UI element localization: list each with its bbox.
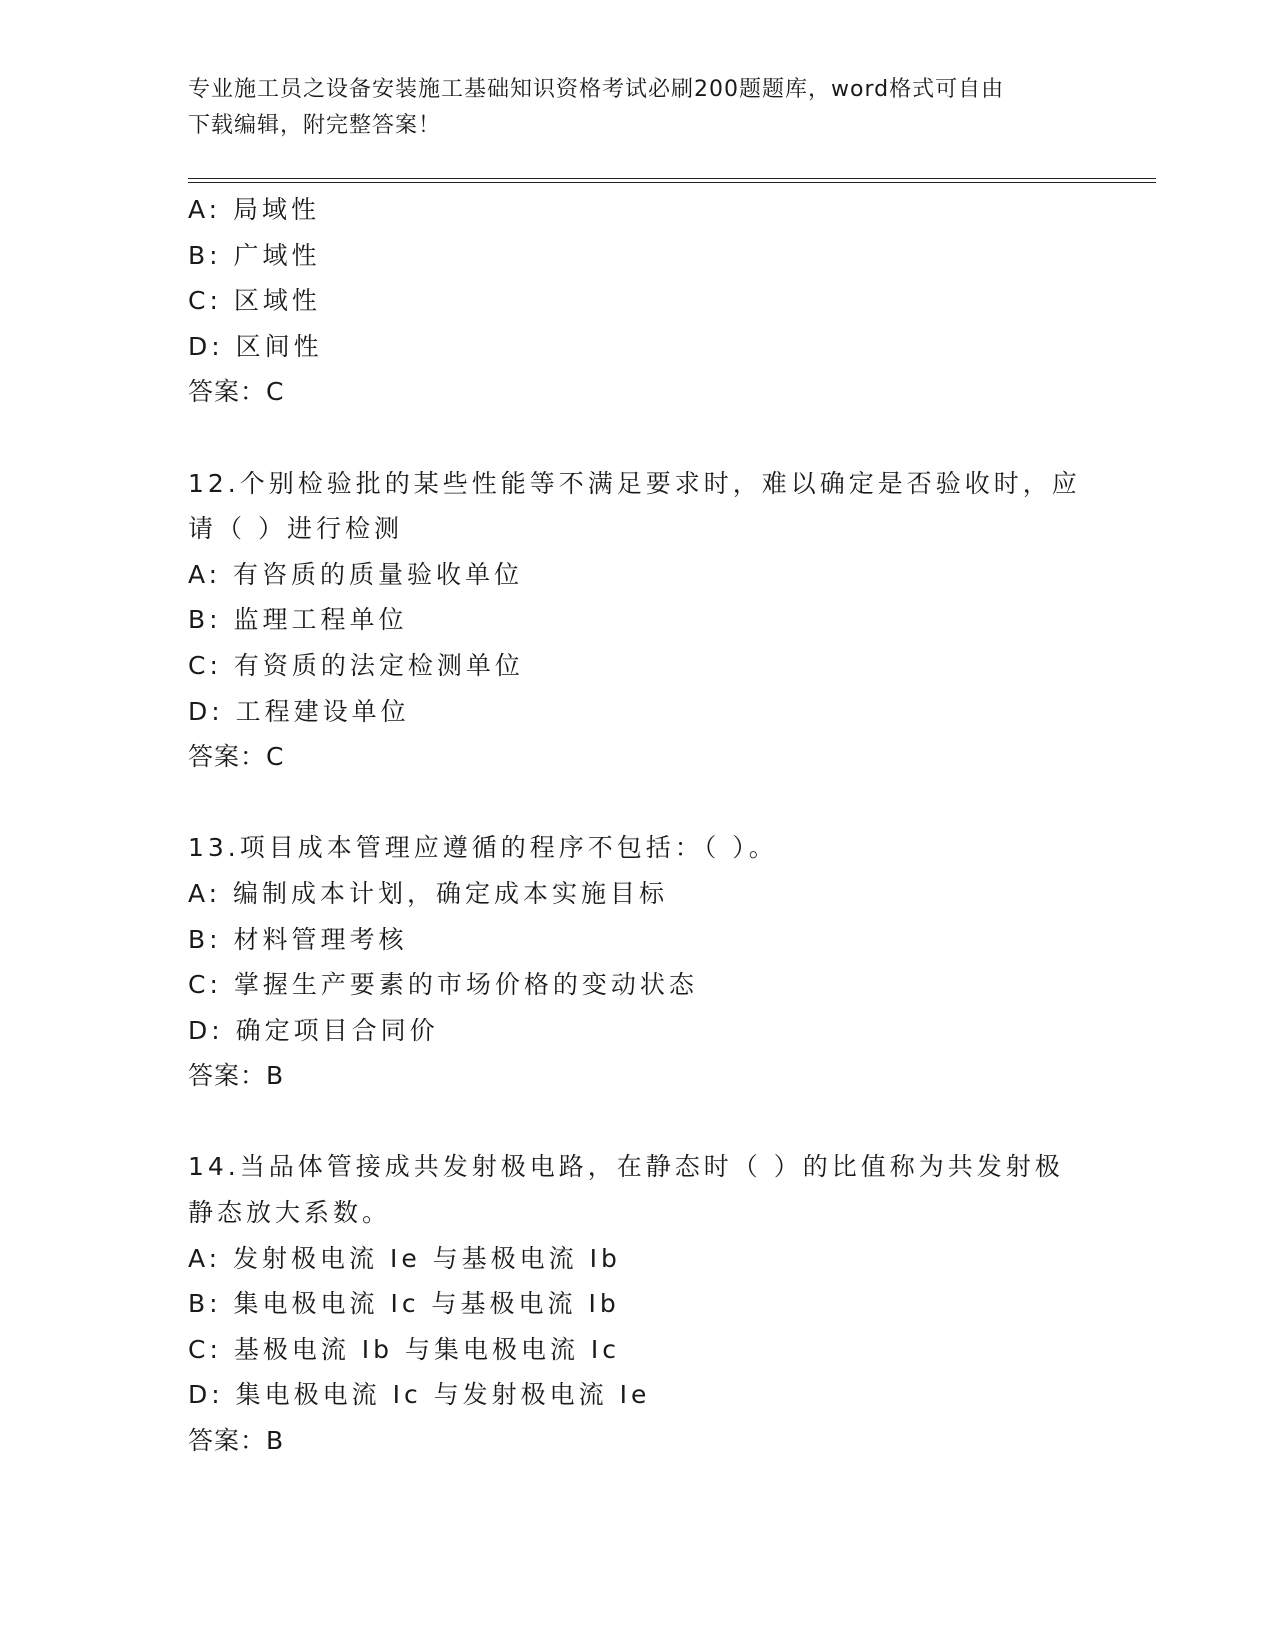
option-b: B: 监理工程单位 (188, 605, 408, 635)
question-stem-line: 静态放大系数。 (188, 1198, 392, 1228)
question-stem-line: 13.项目成本管理应遵循的程序不包括：（ ）。 (188, 833, 778, 863)
answer-line: 答案：C (188, 742, 285, 772)
option-c: C: 掌握生产要素的市场价格的变动状态 (188, 970, 698, 1000)
answer-line: 答案：B (188, 1061, 285, 1091)
option-d: D: 工程建设单位 (188, 696, 410, 726)
document-title-line-2: 下载编辑，附完整答案！ (188, 113, 442, 138)
option-d: D: 集电极电流 Ic 与发射极电流 Ie (188, 1380, 651, 1410)
option-a: A: 编制成本计划，确定成本实施目标 (188, 878, 669, 908)
question-block-12 (188, 461, 1088, 780)
option-c: C: 区域性 (188, 286, 321, 316)
question-stem-line: 14.当品体管接成共发射极电路，在静态时（ ）的比值称为共发射极 (188, 1152, 1064, 1182)
document-header (188, 72, 1088, 144)
option-c: C: 有资质的法定检测单位 (188, 650, 524, 680)
header-divider-thick (188, 178, 1156, 179)
option-a: A: 有咨质的质量验收单位 (188, 559, 524, 589)
option-c: C: 基极电流 Ib 与集电极电流 Ic (188, 1334, 621, 1364)
question-block-13 (188, 825, 1088, 1099)
answer-line: 答案：B (188, 1426, 285, 1456)
option-d: D: 区间性 (188, 331, 323, 361)
header-divider-thin (188, 182, 1156, 183)
question-block-11 (188, 187, 1088, 415)
answer-line: 答案：C (188, 377, 285, 407)
option-b: B: 广域性 (188, 240, 321, 270)
document-title-line-1: 专业施工员之设备安装施工基础知识资格考试必刷200题题库，word格式可自由 (188, 77, 1005, 102)
question-content (188, 187, 1088, 1464)
option-b: B: 集电极电流 Ic 与基极电流 Ib (188, 1289, 620, 1319)
question-stem-line: 12.个别检验批的某些性能等不满足要求时，难以确定是否验收时，应 (188, 468, 1081, 498)
question-block-14 (188, 1144, 1088, 1463)
option-a: A: 局域性 (188, 195, 321, 224)
option-a: A: 发射极电流 Ie 与基极电流 Ib (188, 1243, 621, 1273)
question-stem-line: 请（ ）进行检测 (188, 514, 403, 544)
option-b: B: 材料管理考核 (188, 924, 408, 954)
option-d: D: 确定项目合同价 (188, 1015, 439, 1045)
